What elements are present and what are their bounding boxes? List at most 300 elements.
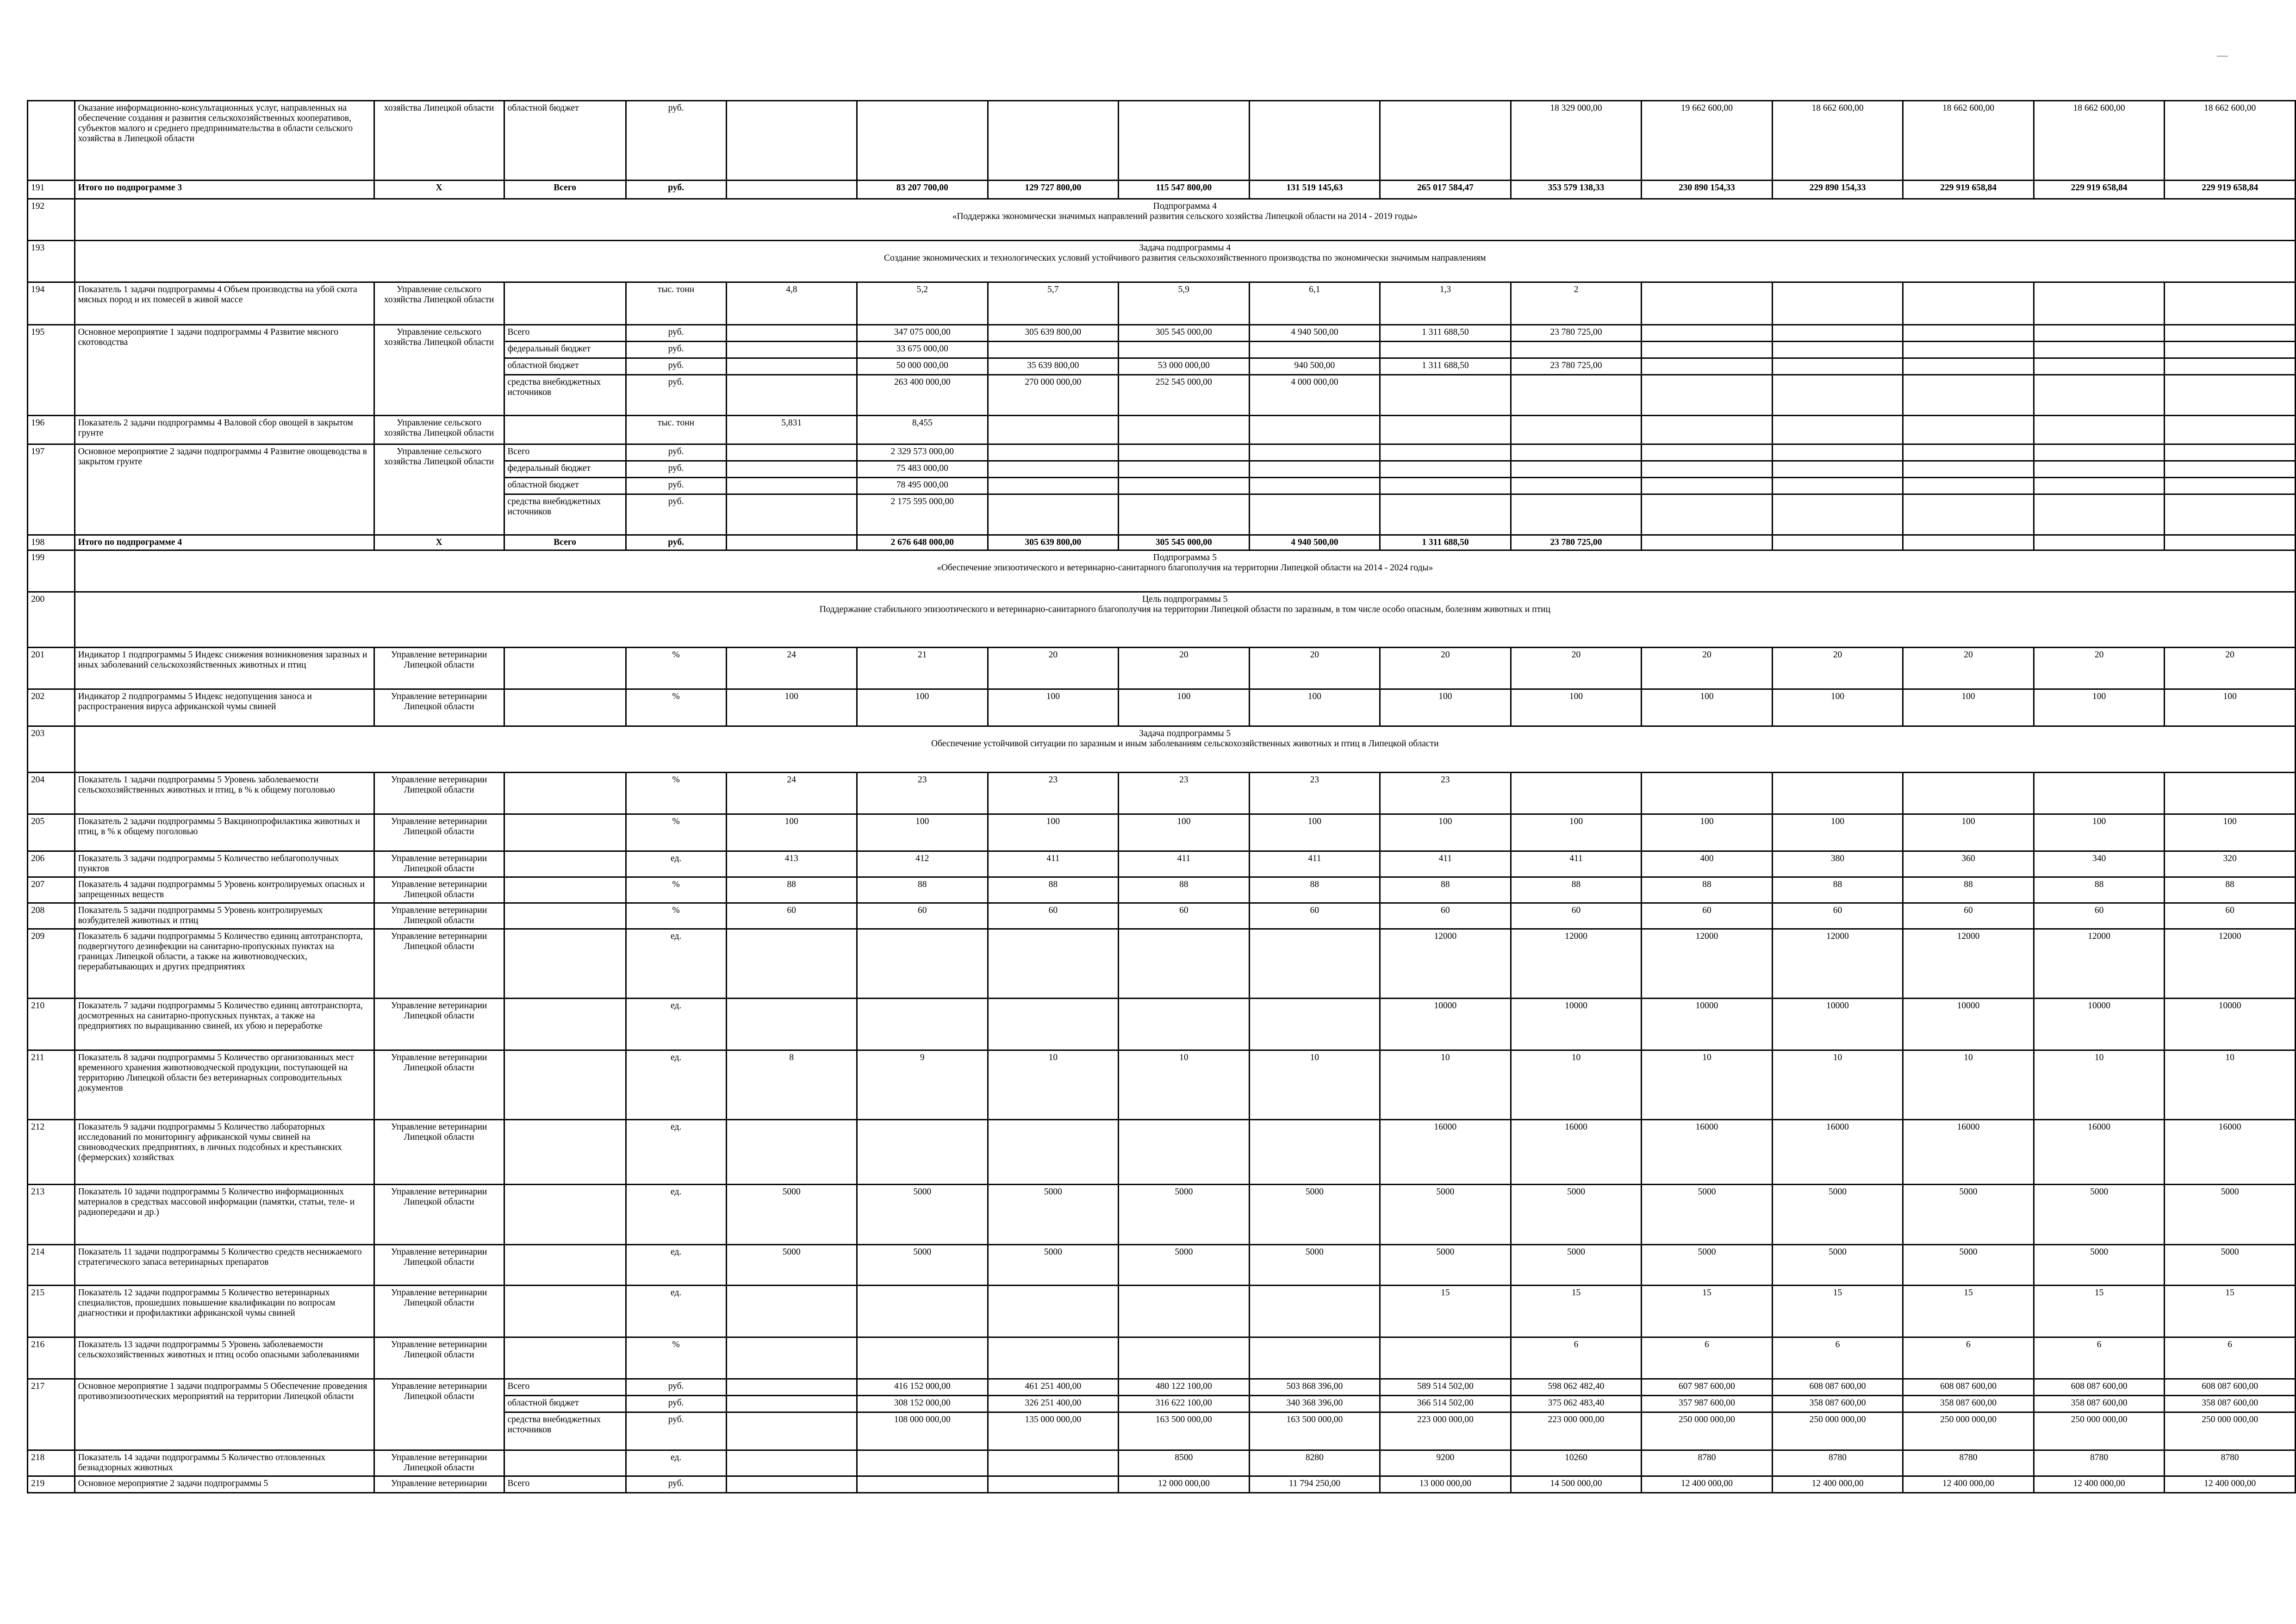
- value-cell: 16000: [1642, 1120, 1773, 1185]
- value-cell: 5000: [2165, 1245, 2296, 1286]
- value-cell: [2165, 444, 2296, 461]
- value-cell: 5,831: [726, 416, 857, 444]
- funding-source: [504, 1185, 626, 1245]
- value-cell: [1380, 444, 1511, 461]
- unit-cell: руб.: [626, 325, 726, 342]
- value-cell: [1119, 1120, 1250, 1185]
- funding-source: средства внебюджетных источников: [504, 494, 626, 535]
- responsible-cell: Управление ветеринарии Липецкой области: [374, 1286, 504, 1337]
- value-cell: 461 251 400,00: [988, 1379, 1119, 1396]
- value-cell: 400: [1642, 851, 1773, 877]
- row-number: [28, 101, 75, 181]
- unit-cell: руб.: [626, 494, 726, 535]
- row-number: 196: [28, 416, 75, 444]
- responsible-cell: Управление ветеринарии Липецкой области: [374, 877, 504, 903]
- value-cell: 6: [1772, 1337, 1903, 1379]
- value-cell: 598 062 482,40: [1511, 1379, 1642, 1396]
- value-cell: [1903, 282, 2034, 325]
- funding-source: областной бюджет: [504, 101, 626, 181]
- responsible-cell: Управление ветеринарии Липецкой области: [374, 1379, 504, 1450]
- value-cell: [1772, 773, 1903, 814]
- row-number: 193: [28, 241, 75, 282]
- value-cell: 88: [857, 877, 988, 903]
- section-header-row: [28, 726, 2296, 773]
- value-cell: [1119, 478, 1250, 494]
- funding-source: [504, 1337, 626, 1379]
- value-cell: 607 987 600,00: [1642, 1379, 1773, 1396]
- value-cell: 15: [2034, 1286, 2165, 1337]
- value-cell: [2034, 444, 2165, 461]
- value-cell: 5000: [857, 1185, 988, 1245]
- value-cell: 10260: [1511, 1450, 1642, 1476]
- value-cell: [1119, 444, 1250, 461]
- item-name: Основное мероприятие 2 задачи подпрограммы 4 Развитие овощеводства в закрытом грунте: [75, 444, 374, 535]
- table-row: [28, 1050, 2296, 1120]
- value-cell: [988, 1337, 1119, 1379]
- row-number: 201: [28, 648, 75, 689]
- funding-source: [504, 1286, 626, 1337]
- value-cell: 5000: [1249, 1185, 1380, 1245]
- value-cell: 16000: [1511, 1120, 1642, 1185]
- value-cell: [2165, 342, 2296, 358]
- value-cell: [1249, 416, 1380, 444]
- row-number: 204: [28, 773, 75, 814]
- value-cell: 100: [2165, 689, 2296, 726]
- value-cell: 100: [1119, 814, 1250, 851]
- value-cell: [1642, 282, 1773, 325]
- value-cell: [2034, 461, 2165, 478]
- table-row: [28, 851, 2296, 877]
- value-cell: [1119, 416, 1250, 444]
- value-cell: 88: [1249, 877, 1380, 903]
- item-name: Основное мероприятие 1 задачи подпрограммы 5 Обеспечение проведения противоэпизоотических мероприятий на территории Липецкой области: [75, 1379, 374, 1450]
- value-cell: [1903, 325, 2034, 342]
- value-cell: 15: [1903, 1286, 2034, 1337]
- value-cell: [988, 999, 1119, 1050]
- value-cell: [988, 1286, 1119, 1337]
- value-cell: 9: [857, 1050, 988, 1120]
- value-cell: 100: [1642, 814, 1773, 851]
- value-cell: [726, 535, 857, 550]
- value-cell: [1511, 461, 1642, 478]
- value-cell: 5000: [2034, 1185, 2165, 1245]
- value-cell: 230 890 154,33: [1642, 181, 1773, 199]
- unit-cell: тыс. тонн: [626, 416, 726, 444]
- value-cell: 100: [1903, 689, 2034, 726]
- funding-source: [504, 929, 626, 999]
- value-cell: 12000: [1903, 929, 2034, 999]
- value-cell: 5000: [988, 1245, 1119, 1286]
- value-cell: 75 483 000,00: [857, 461, 988, 478]
- table-row: [28, 181, 2296, 199]
- value-cell: 6: [1903, 1337, 2034, 1379]
- value-cell: [1772, 375, 1903, 416]
- value-cell: 305 545 000,00: [1119, 535, 1250, 550]
- section-title-cell: [75, 592, 2295, 648]
- value-cell: 353 579 138,33: [1511, 181, 1642, 199]
- value-cell: 411: [1511, 851, 1642, 877]
- value-cell: [2034, 358, 2165, 375]
- value-cell: 5000: [1772, 1185, 1903, 1245]
- unit-cell: руб.: [626, 342, 726, 358]
- scan-mark: [2217, 56, 2228, 57]
- unit-cell: ед.: [626, 1050, 726, 1120]
- funding-source: [504, 648, 626, 689]
- value-cell: [2165, 358, 2296, 375]
- value-cell: 2: [1511, 282, 1642, 325]
- value-cell: [1380, 494, 1511, 535]
- responsible-cell: X: [374, 535, 504, 550]
- responsible-cell: Управление ветеринарии Липецкой области: [374, 814, 504, 851]
- value-cell: 100: [1511, 689, 1642, 726]
- item-name: Оказание информационно-консультационных услуг, направленных на обеспечение создания и развития сельскохозяйственных кооперативов, субъектов малого и среднего предпринимательства в области сельского хозяйства в Липецкой области: [75, 101, 374, 181]
- row-number: 211: [28, 1050, 75, 1120]
- value-cell: [988, 478, 1119, 494]
- value-cell: 100: [1772, 814, 1903, 851]
- unit-cell: руб.: [626, 1379, 726, 1396]
- table-row: [28, 101, 2296, 181]
- value-cell: 1,3: [1380, 282, 1511, 325]
- value-cell: 8780: [1642, 1450, 1773, 1476]
- funding-source: Всего: [504, 535, 626, 550]
- value-cell: 100: [726, 689, 857, 726]
- value-cell: 100: [2034, 814, 2165, 851]
- value-cell: [1772, 342, 1903, 358]
- item-name: Показатель 4 задачи подпрограммы 5 Уровень контролируемых опасных и запрещенных веществ: [75, 877, 374, 903]
- table-row: [28, 535, 2296, 550]
- unit-cell: %: [626, 689, 726, 726]
- value-cell: [988, 1120, 1119, 1185]
- unit-cell: %: [626, 814, 726, 851]
- value-cell: 223 000 000,00: [1380, 1412, 1511, 1450]
- item-name: Индикатор 1 подпрограммы 5 Индекс снижения возникновения заразных и иных заболеваний сельскохозяйственных животных и птиц: [75, 648, 374, 689]
- value-cell: 24: [726, 648, 857, 689]
- unit-cell: руб.: [626, 1412, 726, 1450]
- row-number: 191: [28, 181, 75, 199]
- value-cell: 15: [1642, 1286, 1773, 1337]
- value-cell: 100: [2034, 689, 2165, 726]
- value-cell: [1119, 999, 1250, 1050]
- responsible-cell: Управление ветеринарии Липецкой области: [374, 1050, 504, 1120]
- value-cell: 366 514 502,00: [1380, 1396, 1511, 1412]
- value-cell: [857, 1476, 988, 1493]
- row-number: 216: [28, 1337, 75, 1379]
- value-cell: 33 675 000,00: [857, 342, 988, 358]
- value-cell: 12000: [2165, 929, 2296, 999]
- program-table-wrapper: [27, 100, 2296, 1493]
- responsible-cell: Управление сельского хозяйства Липецкой области: [374, 325, 504, 416]
- value-cell: [726, 1337, 857, 1379]
- value-cell: 100: [857, 814, 988, 851]
- value-cell: [857, 929, 988, 999]
- value-cell: [726, 1379, 857, 1396]
- value-cell: [2165, 478, 2296, 494]
- value-cell: [2165, 494, 2296, 535]
- table-row: [28, 999, 2296, 1050]
- value-cell: 60: [988, 903, 1119, 929]
- value-cell: [1249, 1120, 1380, 1185]
- value-cell: [1903, 535, 2034, 550]
- value-cell: 10: [1119, 1050, 1250, 1120]
- item-name: Индикатор 2 подпрограммы 5 Индекс недопущения заноса и распространения вируса африканской чумы свиней: [75, 689, 374, 726]
- value-cell: 270 000 000,00: [988, 375, 1119, 416]
- value-cell: 8780: [2034, 1450, 2165, 1476]
- value-cell: 20: [1380, 648, 1511, 689]
- value-cell: 23: [857, 773, 988, 814]
- section-title-cell: [75, 199, 2295, 241]
- value-cell: 11 794 250,00: [1249, 1476, 1380, 1493]
- item-name: Показатель 11 задачи подпрограммы 5 Количество средств неснижаемого стратегического запаса ветеринарных препаратов: [75, 1245, 374, 1286]
- funding-source: [504, 877, 626, 903]
- item-name: Итого по подпрограмме 4: [75, 535, 374, 550]
- value-cell: [1119, 929, 1250, 999]
- unit-cell: ед.: [626, 929, 726, 999]
- value-cell: [726, 1286, 857, 1337]
- table-row: [28, 877, 2296, 903]
- value-cell: 19 662 600,00: [1642, 101, 1773, 181]
- value-cell: 23 780 725,00: [1511, 535, 1642, 550]
- value-cell: 15: [1380, 1286, 1511, 1337]
- value-cell: 223 000 000,00: [1511, 1412, 1642, 1450]
- value-cell: [1249, 1286, 1380, 1337]
- value-cell: [1642, 478, 1773, 494]
- row-number: 198: [28, 535, 75, 550]
- value-cell: 358 087 600,00: [2165, 1396, 2296, 1412]
- value-cell: 88: [2165, 877, 2296, 903]
- funding-source: [504, 1120, 626, 1185]
- value-cell: [726, 1450, 857, 1476]
- value-cell: [726, 999, 857, 1050]
- value-cell: 10: [1903, 1050, 2034, 1120]
- value-cell: 347 075 000,00: [857, 325, 988, 342]
- item-name: Показатель 12 задачи подпрограммы 5 Количество ветеринарных специалистов, прошедших повышение квалификации по вопросам диагностики и профилактики африканской чумы свиней: [75, 1286, 374, 1337]
- value-cell: 10: [1511, 1050, 1642, 1120]
- value-cell: 608 087 600,00: [1772, 1379, 1903, 1396]
- value-cell: 53 000 000,00: [1119, 358, 1250, 375]
- value-cell: 4,8: [726, 282, 857, 325]
- value-cell: [1903, 342, 2034, 358]
- unit-cell: ед.: [626, 1185, 726, 1245]
- value-cell: 5,9: [1119, 282, 1250, 325]
- value-cell: 229 919 658,84: [2034, 181, 2165, 199]
- value-cell: [1249, 1337, 1380, 1379]
- value-cell: 12 400 000,00: [2165, 1476, 2296, 1493]
- row-number: 214: [28, 1245, 75, 1286]
- value-cell: [988, 444, 1119, 461]
- value-cell: [1772, 282, 1903, 325]
- value-cell: 100: [988, 689, 1119, 726]
- value-cell: [1511, 416, 1642, 444]
- value-cell: [1903, 444, 2034, 461]
- value-cell: 135 000 000,00: [988, 1412, 1119, 1450]
- row-number: 202: [28, 689, 75, 726]
- funding-source: Всего: [504, 1379, 626, 1396]
- value-cell: [1119, 1286, 1250, 1337]
- value-cell: [1772, 478, 1903, 494]
- value-cell: 411: [1249, 851, 1380, 877]
- value-cell: [726, 1396, 857, 1412]
- value-cell: 16000: [1903, 1120, 2034, 1185]
- section-title-cell: [75, 550, 2295, 592]
- table-row: [28, 1450, 2296, 1476]
- value-cell: 340: [2034, 851, 2165, 877]
- item-name: Показатель 2 задачи подпрограммы 4 Валовой сбор овощей в закрытом грунте: [75, 416, 374, 444]
- value-cell: [857, 101, 988, 181]
- value-cell: 5000: [2165, 1185, 2296, 1245]
- value-cell: 5,7: [988, 282, 1119, 325]
- value-cell: 375 062 483,40: [1511, 1396, 1642, 1412]
- program-table: [27, 100, 2296, 1493]
- value-cell: 100: [1119, 689, 1250, 726]
- value-cell: [1249, 999, 1380, 1050]
- value-cell: [1511, 494, 1642, 535]
- item-name: Показатель 13 задачи подпрограммы 5 Уровень заболеваемости сельскохозяйственных животных и птиц особо опасными заболеваниями: [75, 1337, 374, 1379]
- value-cell: 250 000 000,00: [1772, 1412, 1903, 1450]
- responsible-cell: Управление ветеринарии Липецкой области: [374, 929, 504, 999]
- unit-cell: руб.: [626, 101, 726, 181]
- unit-cell: ед.: [626, 1245, 726, 1286]
- section-title: Цель подпрограммы 5: [1142, 594, 1228, 604]
- unit-cell: руб.: [626, 478, 726, 494]
- table-row: [28, 325, 2296, 342]
- value-cell: 2 676 648 000,00: [857, 535, 988, 550]
- value-cell: 18 329 000,00: [1511, 101, 1642, 181]
- unit-cell: %: [626, 877, 726, 903]
- value-cell: 10000: [1511, 999, 1642, 1050]
- value-cell: 23: [1249, 773, 1380, 814]
- value-cell: 5000: [1642, 1185, 1773, 1245]
- value-cell: [1380, 342, 1511, 358]
- table-row: [28, 1379, 2296, 1396]
- value-cell: 503 868 396,00: [1249, 1379, 1380, 1396]
- value-cell: 1 311 688,50: [1380, 535, 1511, 550]
- table-row: [28, 282, 2296, 325]
- value-cell: 5000: [1380, 1185, 1511, 1245]
- value-cell: [857, 1286, 988, 1337]
- row-number: 219: [28, 1476, 75, 1493]
- table-body: [28, 101, 2296, 1493]
- value-cell: [1642, 535, 1773, 550]
- funding-source: областной бюджет: [504, 358, 626, 375]
- value-cell: [1249, 461, 1380, 478]
- value-cell: [857, 1120, 988, 1185]
- value-cell: [1772, 461, 1903, 478]
- value-cell: 10000: [2034, 999, 2165, 1050]
- funding-source: областной бюджет: [504, 478, 626, 494]
- value-cell: 163 500 000,00: [1249, 1412, 1380, 1450]
- funding-source: [504, 814, 626, 851]
- value-cell: 16000: [2034, 1120, 2165, 1185]
- value-cell: 88: [988, 877, 1119, 903]
- value-cell: [726, 325, 857, 342]
- row-number: 217: [28, 1379, 75, 1450]
- item-name: Показатель 1 задачи подпрограммы 5 Уровень заболеваемости сельскохозяйственных животных и птиц, в % к общему поголовью: [75, 773, 374, 814]
- value-cell: 15: [1511, 1286, 1642, 1337]
- value-cell: [1642, 342, 1773, 358]
- value-cell: [726, 1476, 857, 1493]
- item-name: Итого по подпрограмме 3: [75, 181, 374, 199]
- value-cell: 250 000 000,00: [2034, 1412, 2165, 1450]
- value-cell: 10000: [2165, 999, 2296, 1050]
- value-cell: 6: [1511, 1337, 1642, 1379]
- value-cell: 20: [1903, 648, 2034, 689]
- value-cell: 265 017 584,47: [1380, 181, 1511, 199]
- row-number: 213: [28, 1185, 75, 1245]
- row-number: 205: [28, 814, 75, 851]
- value-cell: [2165, 461, 2296, 478]
- value-cell: 100: [1642, 689, 1773, 726]
- table-row: [28, 1185, 2296, 1245]
- section-header-row: [28, 199, 2296, 241]
- responsible-cell: Управление ветеринарии Липецкой области: [374, 648, 504, 689]
- value-cell: [857, 1337, 988, 1379]
- value-cell: 115 547 800,00: [1119, 181, 1250, 199]
- value-cell: [857, 1450, 988, 1476]
- funding-source: [504, 1245, 626, 1286]
- value-cell: 23: [1119, 773, 1250, 814]
- unit-cell: %: [626, 903, 726, 929]
- value-cell: 358 087 600,00: [2034, 1396, 2165, 1412]
- value-cell: 6,1: [1249, 282, 1380, 325]
- value-cell: 4 940 500,00: [1249, 325, 1380, 342]
- value-cell: [988, 342, 1119, 358]
- value-cell: 5000: [1511, 1185, 1642, 1245]
- value-cell: 305 639 800,00: [988, 535, 1119, 550]
- value-cell: [1119, 1337, 1250, 1379]
- funding-source: средства внебюджетных источников: [504, 375, 626, 416]
- value-cell: 100: [2165, 814, 2296, 851]
- value-cell: [1380, 1337, 1511, 1379]
- responsible-cell: Управление ветеринарии Липецкой области: [374, 1185, 504, 1245]
- value-cell: 100: [726, 814, 857, 851]
- value-cell: 8280: [1249, 1450, 1380, 1476]
- value-cell: [2034, 375, 2165, 416]
- value-cell: 60: [1249, 903, 1380, 929]
- funding-source: Всего: [504, 181, 626, 199]
- value-cell: [1903, 494, 2034, 535]
- responsible-cell: Управление ветеринарии Липецкой области: [374, 1337, 504, 1379]
- value-cell: 2 329 573 000,00: [857, 444, 988, 461]
- value-cell: 24: [726, 773, 857, 814]
- value-cell: [1903, 416, 2034, 444]
- funding-source: [504, 689, 626, 726]
- value-cell: 60: [1903, 903, 2034, 929]
- value-cell: 10: [1642, 1050, 1773, 1120]
- value-cell: [2165, 773, 2296, 814]
- value-cell: 5000: [2034, 1245, 2165, 1286]
- value-cell: 250 000 000,00: [1642, 1412, 1773, 1450]
- value-cell: 589 514 502,00: [1380, 1379, 1511, 1396]
- value-cell: 20: [2165, 648, 2296, 689]
- value-cell: [1380, 416, 1511, 444]
- value-cell: 608 087 600,00: [1903, 1379, 2034, 1396]
- value-cell: [988, 416, 1119, 444]
- funding-source: [504, 903, 626, 929]
- value-cell: [726, 494, 857, 535]
- value-cell: [1903, 461, 2034, 478]
- item-name: Показатель 2 задачи подпрограммы 5 Вакцинопрофилактика животных и птиц, в % к общему поголовью: [75, 814, 374, 851]
- value-cell: 10000: [1642, 999, 1773, 1050]
- value-cell: 12 400 000,00: [1772, 1476, 1903, 1493]
- value-cell: 340 368 396,00: [1249, 1396, 1380, 1412]
- value-cell: 10: [1249, 1050, 1380, 1120]
- unit-cell: тыс. тонн: [626, 282, 726, 325]
- row-number: 203: [28, 726, 75, 773]
- value-cell: 413: [726, 851, 857, 877]
- row-number: 208: [28, 903, 75, 929]
- value-cell: 60: [1119, 903, 1250, 929]
- value-cell: [1772, 494, 1903, 535]
